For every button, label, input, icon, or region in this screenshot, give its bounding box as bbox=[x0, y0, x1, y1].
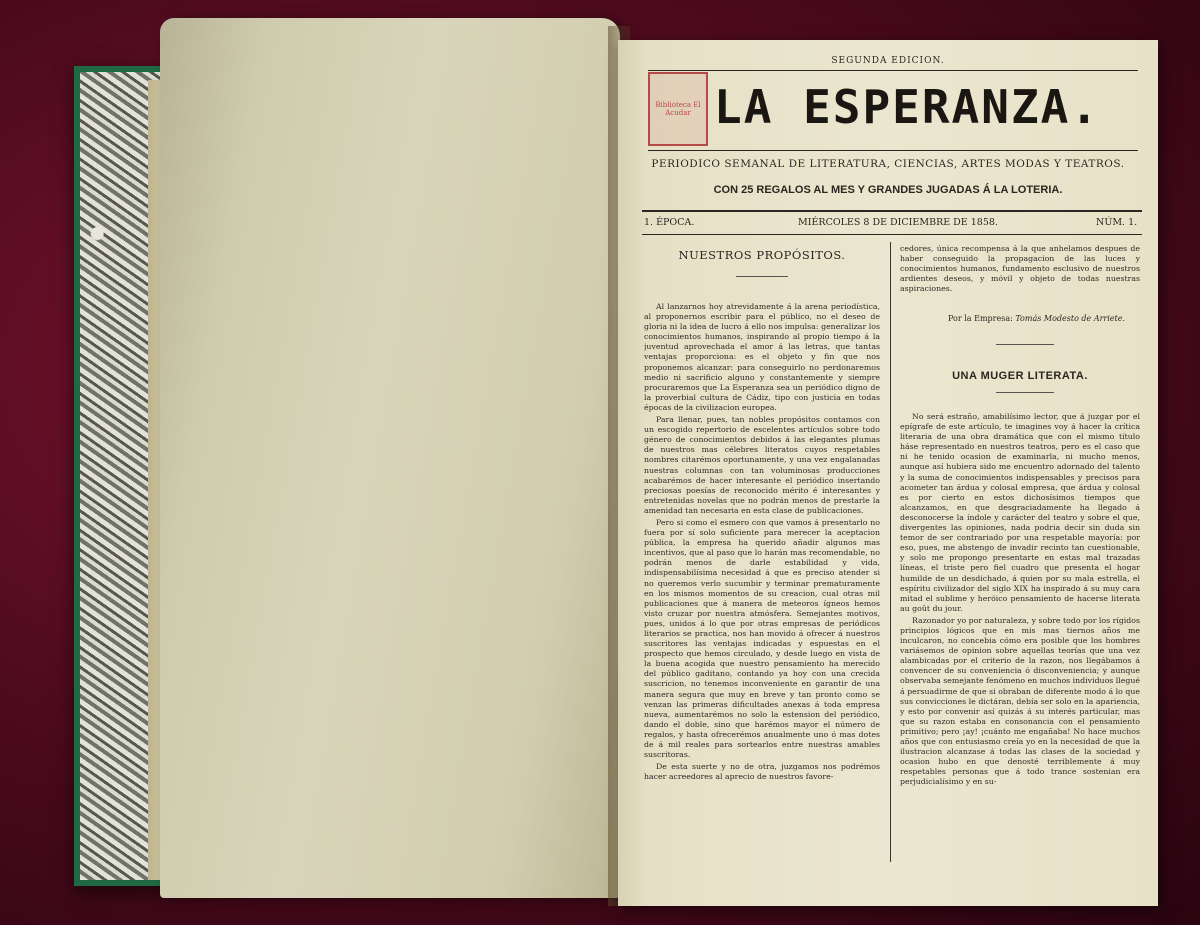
issue-number: NÚM. 1. bbox=[1096, 217, 1138, 228]
top-rule bbox=[648, 70, 1138, 71]
title-rule bbox=[648, 150, 1138, 151]
paragraph: No será estraño, amabilísimo lector, que á juzgar por el epígrafe de este artículo, te imagines voy á hacer la crítica literaria de una obra dramática que con el mismo título háse representado en nuestros teatros, pero es el caso que ni he tenido ocasion de examinarla, ni mucho menos, aunque así hubiera sido me encuentro adornado del talento y la suma de conocimientos indispensables y precisos para acometer tan árdua y colosal empresa, que árdua y colosal es por cierto en estos dichosísimos tiempos que alcanzamos, en que desgraciadamente ha llegado á desconocerse la índole y carácter del teatro y sobre el que, divergentes las opiniones, nada podria decir sin duda sin temor de ser contrariado por una respetable mayoría: por eso, pues, me abstengo de invadir recinto tan cuestionable, y solo me propongo presentarte en estas mal trazadas líneas, el triste pero fiel cuadro que presenta el hogar humilde de un desdichado, á quien por su mala estrella, el espíritu civilizador del siglo XIX ha inspirado á su muy cara mitad el sublime y heróico pensamiento de hacerse literata au goût du jour. bbox=[900, 412, 1140, 613]
edition-label: SEGUNDA EDICION. bbox=[831, 56, 945, 66]
signature-name: Tomás Modesto de Arriete. bbox=[1015, 314, 1126, 323]
newspaper-tagline: CON 25 REGALOS AL MES Y GRANDES JUGADAS Á LA LOTERIA. bbox=[713, 184, 1063, 196]
paragraph: Para llenar, pues, tan nobles propósitos contamos con un escogido repertorio de escelentes artículos sobre todo género de conocimientos debidos á las elegantes plumas de nuestros mas célebres literatos cuyos respetables nombres citarémos oportunamente, y una vez engalanadas nuestras columnas con tan voluminosas producciones acabarémos de hacer interesante el periódico insertando preciosas poesías de reconocido mérito é interesantes y entretenidas novelas que no podrán menos de prestarle la amenidad tan necesaria en esta clase de publicaciones. bbox=[644, 415, 880, 515]
issue-date: MIÉRCOLES 8 DE DICIEMBRE DE 1858. bbox=[798, 217, 998, 228]
heading-divider bbox=[996, 392, 1054, 393]
paragraph: De esta suerte y no de otra, juzgamos nos podrémos hacer acreedores al aprecio de nuestros favore- bbox=[644, 762, 880, 782]
article-heading-muger: UNA MUGER LITERATA. bbox=[952, 370, 1088, 382]
stamp-text: Biblioteca El Acudar bbox=[655, 101, 701, 117]
paragraph: Pero si como el esmero con que vamos á presentarlo no fuera por sí solo suficiente para merecer la aceptacion pública, la empresa ha querido añadir algunos mas incentivos, que al paso que lo harán mas recomendable, no podrán menos de darle estabilidad y vida, indispensabilísima necesidad á que es preciso atender si no queremos verlo sucumbir y terminar prematuramente en los mismos momentos de su creacion, cual otras mil publicaciones que á manera de meteoros ígneos hemos visto cruzar por nuestra atmósfera. Semejantes motivos, pues, unidos á lo que por otras empresas de periódicos literarios se practica, nos han movido á ofrecer á nuestros suscritores las ventajas indicadas y espuestas en el prospecto que hemos circulado, y desde luego en vista de la buena acogida que nuestro pensamiento ha merecido del público gaditano, contando ya hoy con una crecida suscricion, no tenemos inconveniente en garantir de una manera segura que muy en breve y tan pronto como se venzan las primeras dificultades anexas á toda empresa nueva, aumentarémos no solo la estension del periódico, dando el doble, sino que harémos mayor el número de regalos, y hasta ofrecerémos anualmente uno ó mas dotes de á mil reales para sortearlos entre nuestras amables suscritoras. bbox=[644, 517, 880, 760]
section-divider bbox=[996, 344, 1054, 345]
epoch-label: 1. ÉPOCA. bbox=[644, 217, 695, 228]
info-rule-top bbox=[642, 210, 1142, 212]
paragraph: Razonador yo por naturaleza, y sobre todo por los rígidos principios lógicos que en mis mas tiernos años me inculcaron, no concebia cómo era posible que los hombres variásemos de opinion sobre aquellas teorías que una vez alambicadas por el criterio de la razon, nos llegábamos á convencer de su conveniencia ó disconveniencia; y aunque observaba semejante fenómeno en muchos individuos llegué á persuadirme de que si obraban de diferente modo á lo que sus convicciones le dictáran, debía ser solo en la apariencia, y esto por convenir así quizás á su interés particular, mas que su razon estaba en consonancia con el pensamiento primitivo; pero ¡ay! ¡cuánto me engañaba! No hace muchos años que con entusiasmo creía yo en la necesidad de que la ilustracion alcanzase á todas las clases de la sociedad y ocasion hubo en que denosté terriblemente á muy respetables personas que á todo trance sostenian era perjudicialísimo y en su- bbox=[900, 615, 1140, 787]
article-heading-propositos: NUESTROS PROPÓSITOS. bbox=[678, 248, 846, 262]
newspaper-subtitle: PERIODICO SEMANAL DE LITERATURA, CIENCIAS, ARTES MODAS Y TEATROS. bbox=[651, 158, 1125, 170]
signature-prefix: Por la Empresa: bbox=[948, 314, 1013, 323]
newspaper-title: LA ESPERANZA. bbox=[714, 80, 1101, 134]
paragraph: cedores, única recompensa á la que anhelamos despues de haber conseguido la propagacion de las luces y conocimientos humanos, fundamento esclusivo de nuestros ardientes deseos, y móvil y objeto de todas nuestras aspiraciones. bbox=[900, 244, 1140, 294]
article-column-left bbox=[644, 302, 880, 862]
newspaper-page bbox=[618, 40, 1158, 906]
column-divider bbox=[890, 242, 891, 862]
article-column-right bbox=[900, 412, 1140, 864]
blank-flyleaf-page bbox=[160, 18, 620, 898]
article-signature bbox=[948, 314, 1125, 323]
heading-divider bbox=[736, 276, 788, 277]
paragraph: Al lanzarnos hoy atrevidamente á la arena periodística, al proponernos escribir para el público, no el deseo de gloria ni la idea de lucro á ello nos impulsa: generalizar los conocimientos humanos, inspirando al propio tiempo á la juventud aprovechada el amor á las letras, que tantas ventajas proporciona: es el objeto y fin que nos proponemos alcanzar: para conseguirlo no perdonaremos medio ni sacrificio alguno y constantemente y siempre procuraremos que La Esperanza sea un periódico digno de la proverbial cultura de Cádiz, tipo con justicia en todas épocas de la civilizacion europea. bbox=[644, 302, 880, 412]
article-continuation bbox=[900, 244, 1140, 306]
library-stamp bbox=[648, 72, 708, 146]
info-rule-bottom bbox=[642, 234, 1142, 235]
